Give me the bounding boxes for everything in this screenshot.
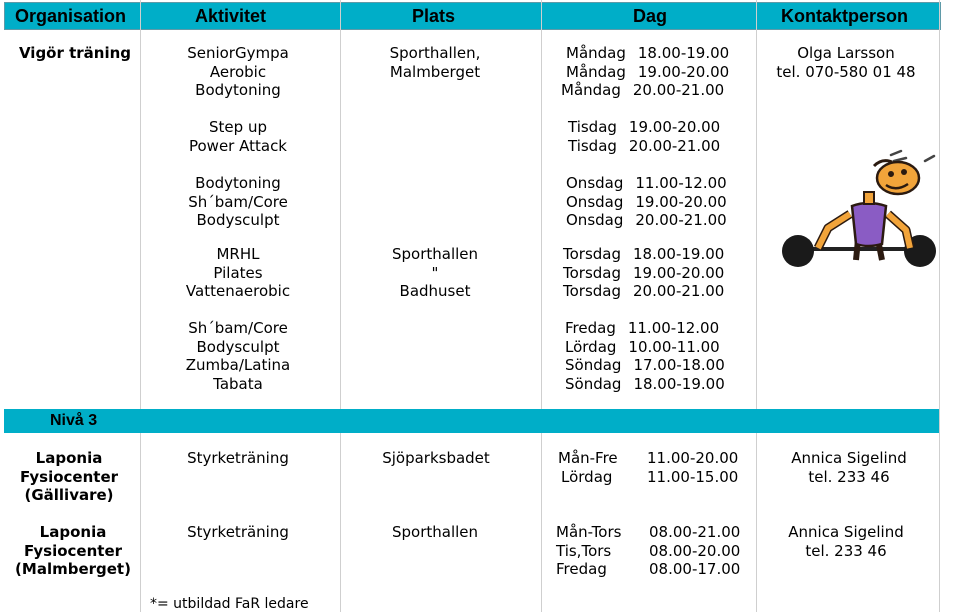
time: 20.00-21.00 [628,136,721,155]
time: 20.00-21.00 [632,81,725,99]
activity: Styrketräning [187,523,289,541]
column-divider [140,0,141,612]
time: 11.00-15.00 [647,467,739,486]
table-header [4,2,941,30]
org-laponia-line: (Malmberget) [15,560,131,578]
day: Onsdag [566,192,624,211]
activity: Vattenaerobic [185,282,291,300]
day: Onsdag [566,211,624,229]
activity: Zumba/Latina [185,356,291,374]
activity: Bodysculpt [196,211,280,229]
day: Måndag [566,62,626,81]
org-laponia-line: (Gällivare) [24,486,114,504]
schedule-row [568,137,720,156]
schedule-row [563,264,724,283]
time: 19.00-20.00 [637,62,730,81]
org-laponia-line: Laponia [35,449,103,467]
activity: Sh´bam/Core [188,319,288,337]
activity: Bodysculpt [196,337,280,356]
header-kontaktperson: Kontaktperson [781,6,909,26]
day: Tisdag [568,118,617,136]
day: Tisdag [568,136,617,155]
activity: Bodytoning [195,174,281,192]
schedule-row [566,63,729,82]
contact-name: Annica Sigelind [791,449,907,467]
day: Lördag [565,337,617,356]
org-laponia-line: Laponia [39,523,107,541]
time: 19.00-20.00 [633,263,725,282]
motion-lines-icon [891,151,934,161]
place: Sporthallen [391,523,479,541]
day: Söndag [565,374,622,393]
time: 18.00-19.00 [633,374,725,393]
schedule-row [565,375,725,394]
time: 11.00-12.00 [635,174,727,192]
weightlifter-illustration [778,148,938,268]
place: " [431,263,439,282]
activity: Bodytoning [195,81,281,99]
activity: Sh´bam/Core [188,192,288,211]
org-laponia-line: Fysiocenter [19,467,119,486]
time: 11.00-12.00 [627,319,720,337]
weight-plate-left-icon [782,235,814,267]
schedule-row [566,193,727,212]
org-laponia-line: Fysiocenter [23,541,123,560]
activity: Tabata [213,374,263,393]
schedule-row [563,245,724,264]
column-divider [756,0,757,612]
time: 08.00-17.00 [649,560,741,578]
day: Fredag [565,319,616,337]
day: Tis,Tors [556,541,612,560]
day: Torsdag [563,282,622,300]
time: 08.00-21.00 [649,523,741,541]
day: Mån-Fre [558,449,618,467]
place: Sporthallen, [389,44,481,62]
header-dag: Dag [633,6,668,26]
day: Fredag [556,560,607,578]
place: Badhuset [399,282,471,300]
activity: Pilates [213,263,263,282]
place: Malmberget [389,62,481,81]
schedule-row [565,338,720,357]
activity: Step up [209,118,267,136]
contact-phone: tel. 233 46 [808,467,890,486]
column-divider [939,0,940,612]
time: 10.00-11.00 [628,337,720,356]
day: Måndag [566,44,626,62]
schedule-row [563,282,724,301]
contact-phone: tel. 233 46 [805,541,887,560]
time: 20.00-21.00 [635,211,727,229]
time: 19.00-20.00 [628,118,721,136]
schedule-row [561,81,724,100]
time: 18.00-19.00 [633,245,725,263]
day: Lördag [561,467,613,486]
schedule-row [566,211,727,230]
column-divider [541,0,542,612]
time: 19.00-20.00 [635,192,727,211]
org-vigor: Vigör träning [18,44,132,62]
day: Onsdag [566,174,624,192]
schedule-row [566,174,727,193]
activity: Aerobic [209,62,267,81]
activity: Styrketräning [187,449,289,467]
contact-phone: tel. 070-580 01 48 [776,62,916,81]
schedule-row [565,319,719,338]
contact-name: Olga Larsson [797,44,895,62]
column-divider [340,0,341,612]
header-aktivitet: Aktivitet [195,6,267,26]
day: Måndag [561,81,621,99]
day: Mån-Tors [556,523,622,541]
time: 11.00-20.00 [647,449,739,467]
schedule-row [566,44,729,63]
footnote: *= utbildad FaR ledare [150,596,309,612]
time: 08.00-20.00 [649,541,741,560]
header-organisation: Organisation [15,6,127,26]
niva-band [4,409,939,433]
place: Sjöparksbadet [382,449,490,467]
schedule-row [568,118,720,137]
time: 20.00-21.00 [633,282,725,300]
activity: Power Attack [188,136,288,155]
time: 18.00-19.00 [637,44,730,62]
place: Sporthallen [391,245,479,263]
contact-name: Annica Sigelind [788,523,904,541]
day: Söndag [565,356,622,374]
activity: MRHL [216,245,260,263]
niva-label: Nivå 3 [50,412,98,429]
schedule-row [565,356,725,375]
day: Torsdag [563,245,622,263]
header-plats: Plats [412,6,456,26]
day: Torsdag [563,263,622,282]
activity: SeniorGympa [187,44,289,62]
time: 17.00-18.00 [633,356,725,374]
